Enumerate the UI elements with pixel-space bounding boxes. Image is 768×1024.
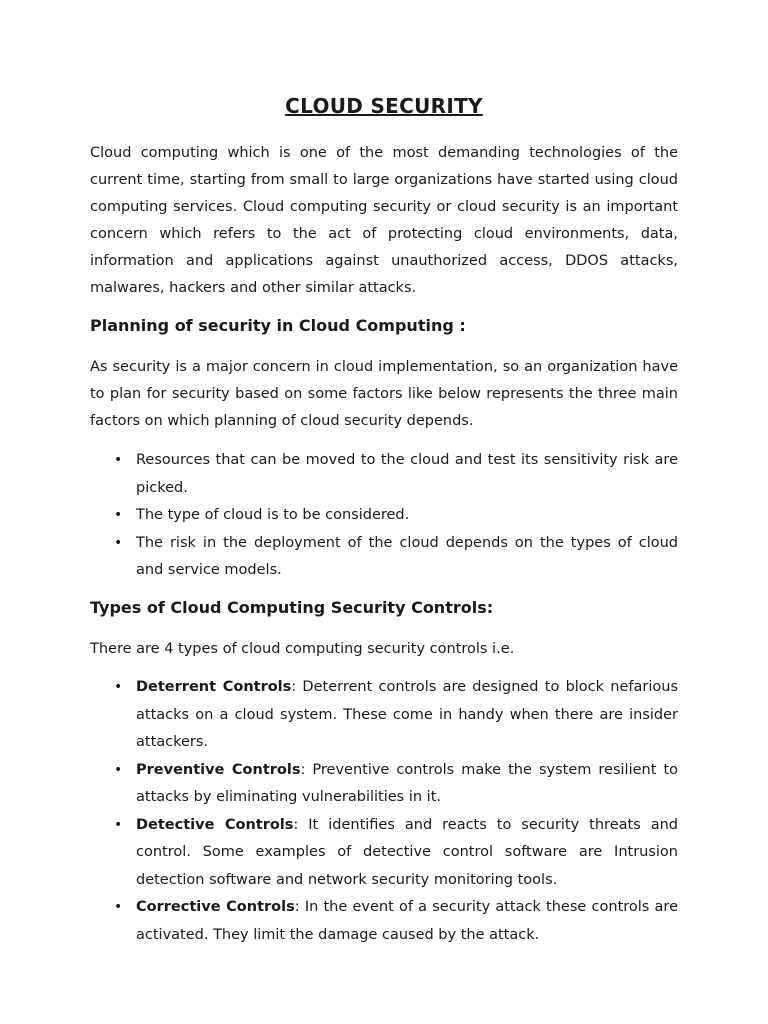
- bullet-icon: •: [114, 816, 123, 833]
- bullet-icon: •: [114, 761, 123, 778]
- bullet-icon: •: [114, 899, 123, 915]
- bullet-icon: •: [114, 452, 123, 468]
- document-title: CLOUD SECURITY: [285, 94, 483, 118]
- list-item-text: The type of cloud is to be considered.: [136, 507, 410, 523]
- controls-list: [90, 674, 678, 949]
- list-item-text: Resources that can be moved to the cloud and test its sensitivity risk are picked.: [136, 452, 678, 496]
- control-description: : Deterrent controls are designed to block nefarious attacks on a cloud system. These come in handy when there are insider attackers.: [136, 679, 678, 750]
- bullet-icon: •: [114, 534, 123, 551]
- list-item: [90, 447, 678, 502]
- bullet-icon: •: [114, 679, 123, 695]
- planning-paragraph: As security is a major concern in cloud implementation, so an organization have to plan for security based on some factors like below represents the three main factors on which planning of cloud security depends.: [90, 359, 678, 429]
- intro-paragraph: Cloud computing which is one of the most demanding technologies of the current time, starting from small to large organizations have started using cloud computing services. Cloud computing security or cloud security is an important concern which refers to the act of protecting cloud environments, data, information and applications against unauthorized access, DDOS attacks, malwares, hackers and other similar attacks.: [90, 145, 678, 296]
- planning-heading: Planning of security in Cloud Computing :: [90, 316, 466, 335]
- list-item: [90, 530, 678, 585]
- list-item: [90, 674, 678, 757]
- list-item-text: The risk in the deployment of the cloud depends on the types of cloud and service models.: [136, 534, 678, 578]
- control-term: Detective Controls: [136, 816, 294, 833]
- list-item: [90, 502, 678, 530]
- bullet-icon: •: [114, 507, 123, 523]
- control-term: Preventive Controls: [136, 761, 301, 778]
- control-description: : It identifies and reacts to security threats and control. Some examples of detective control software are Intrusion detection software and network security monitoring tools.: [136, 816, 679, 888]
- list-item: [90, 757, 678, 812]
- controls-heading: Types of Cloud Computing Security Controls:: [90, 598, 494, 617]
- planning-factor-list: [90, 447, 678, 585]
- control-description: : Preventive controls make the system resilient to attacks by eliminating vulnerabilities in it.: [136, 761, 679, 805]
- control-term: Corrective Controls: [136, 899, 295, 915]
- control-description: : In the event of a security attack these controls are activated. They limit the damage caused by the attack.: [136, 899, 678, 943]
- control-term: Deterrent Controls: [136, 679, 292, 695]
- list-item: [90, 812, 678, 895]
- controls-intro-paragraph: There are 4 types of cloud computing security controls i.e.: [90, 641, 515, 657]
- list-item: [90, 894, 678, 949]
